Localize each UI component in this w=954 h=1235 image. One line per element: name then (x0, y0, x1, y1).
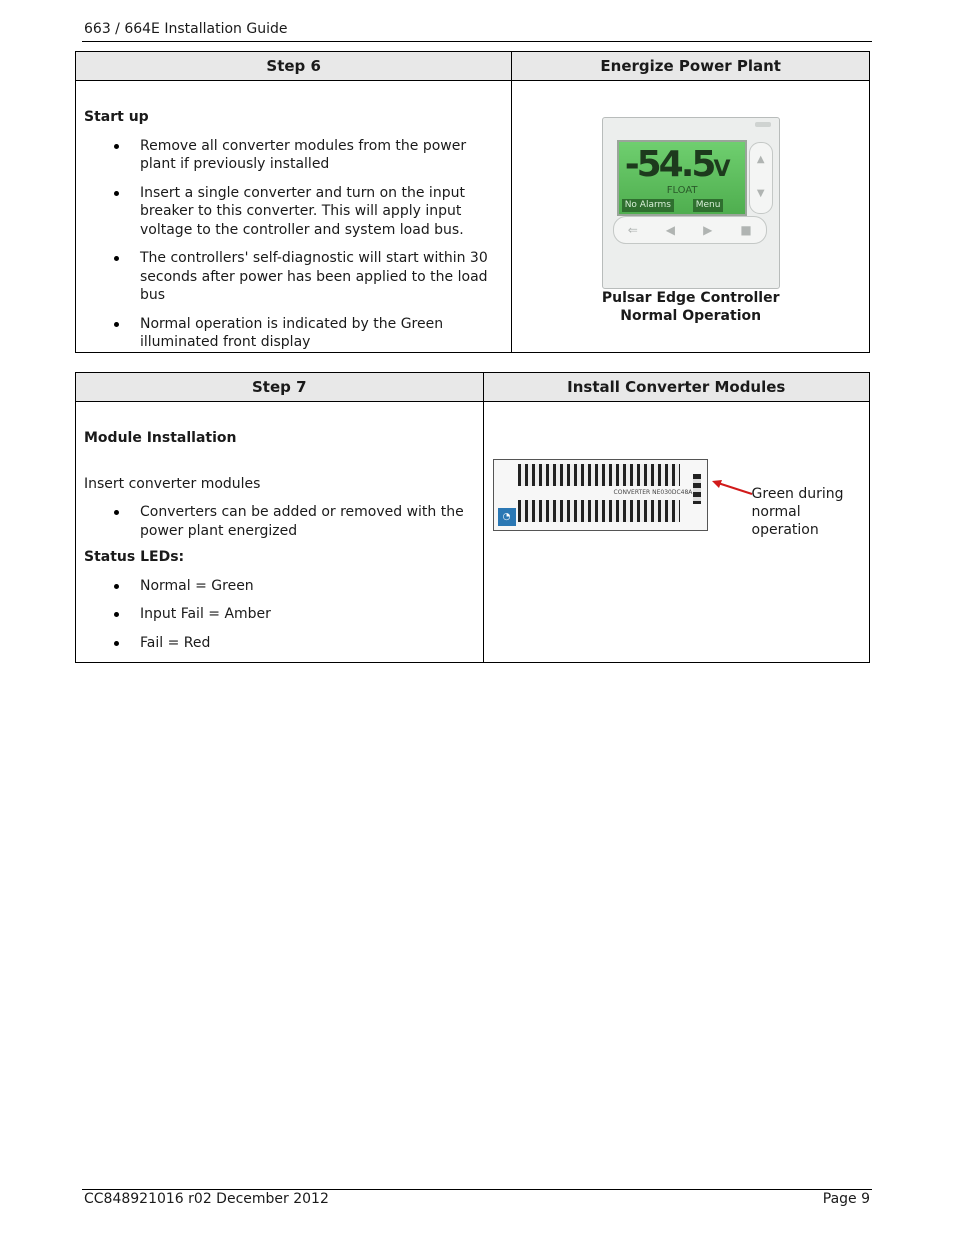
step6-bullet: Remove all converter modules from the power plant if previously installed (84, 137, 503, 174)
led-item: Input Fail = Amber (84, 605, 475, 624)
step6-bullet: Insert a single converter and turn on the input breaker to this converter. This will apply input voltage to the controller and system load bus. (84, 184, 503, 240)
step7-subhead: Module Installation (84, 430, 237, 446)
status-leds-heading: Status LEDs: (84, 549, 185, 565)
step6-bullet: The controllers' self-diagnostic will start within 30 seconds after power has been applied to the load bus (84, 249, 503, 305)
callout-line: operation (751, 522, 819, 538)
status-leds-list (84, 577, 475, 653)
step7-bullet-list (84, 503, 475, 540)
header-rule (82, 41, 872, 42)
red-arrow-icon (710, 478, 754, 498)
step6-subhead: Start up (84, 109, 149, 125)
back-arrow-icon: ⇐ (627, 223, 638, 237)
stop-square-icon: ■ (740, 223, 752, 237)
controller-tab (755, 122, 771, 127)
step6-bullet: Normal operation is indicated by the Green illuminated front display (84, 315, 503, 352)
up-down-buttons (749, 142, 773, 214)
figure-caption (512, 289, 869, 325)
up-arrow-icon: ▲ (756, 154, 765, 165)
step7-figure (483, 402, 869, 663)
right-arrow-icon: ▶ (703, 223, 713, 237)
display-unit: V (713, 157, 731, 182)
logo-icon: ◔ (498, 508, 516, 526)
step6-label: Step 6 (76, 52, 512, 81)
controller-image (602, 117, 780, 289)
running-header: 663 / 664E Installation Guide (84, 21, 288, 37)
step7-title: Install Converter Modules (483, 373, 869, 402)
display-alarm-status: No Alarms (622, 199, 674, 212)
footer-rule (82, 1189, 872, 1190)
down-arrow-icon: ▼ (756, 188, 765, 199)
controller-display (617, 140, 747, 216)
converter-module-image (493, 459, 708, 531)
step7-table (75, 372, 870, 663)
step7-instructions (76, 402, 484, 663)
callout-line: Green during (751, 486, 844, 502)
document-id: CC848921016 r02 December 2012 (84, 1191, 329, 1207)
led-item: Fail = Red (84, 634, 475, 653)
callout-line: normal (751, 504, 801, 520)
display-menu: Menu (693, 199, 724, 212)
nav-buttons (613, 216, 767, 244)
display-voltage: -54.5V (624, 144, 731, 185)
module-grille (518, 500, 680, 522)
page-number: Page 9 (822, 1191, 870, 1207)
step6-table (75, 51, 870, 353)
step6-figure (512, 81, 870, 353)
display-mode: FLOAT (666, 185, 698, 196)
led-item: Normal = Green (84, 577, 475, 596)
step7-bullet: Converters can be added or removed with the power plant energized (84, 503, 475, 540)
module-grille (518, 464, 680, 486)
left-arrow-icon: ◀ (665, 223, 676, 237)
caption-line: Normal Operation (620, 308, 762, 324)
step7-intro: Insert converter modules (84, 475, 261, 492)
step7-label: Step 7 (76, 373, 484, 402)
led-callout (752, 485, 844, 539)
module-label: CONVERTER NE030DC48A (613, 489, 693, 496)
status-led-indicators (693, 474, 701, 504)
step6-instructions (76, 81, 512, 353)
caption-line: Pulsar Edge Controller (601, 290, 780, 306)
step6-bullet-list (84, 137, 503, 352)
step6-title: Energize Power Plant (512, 52, 870, 81)
